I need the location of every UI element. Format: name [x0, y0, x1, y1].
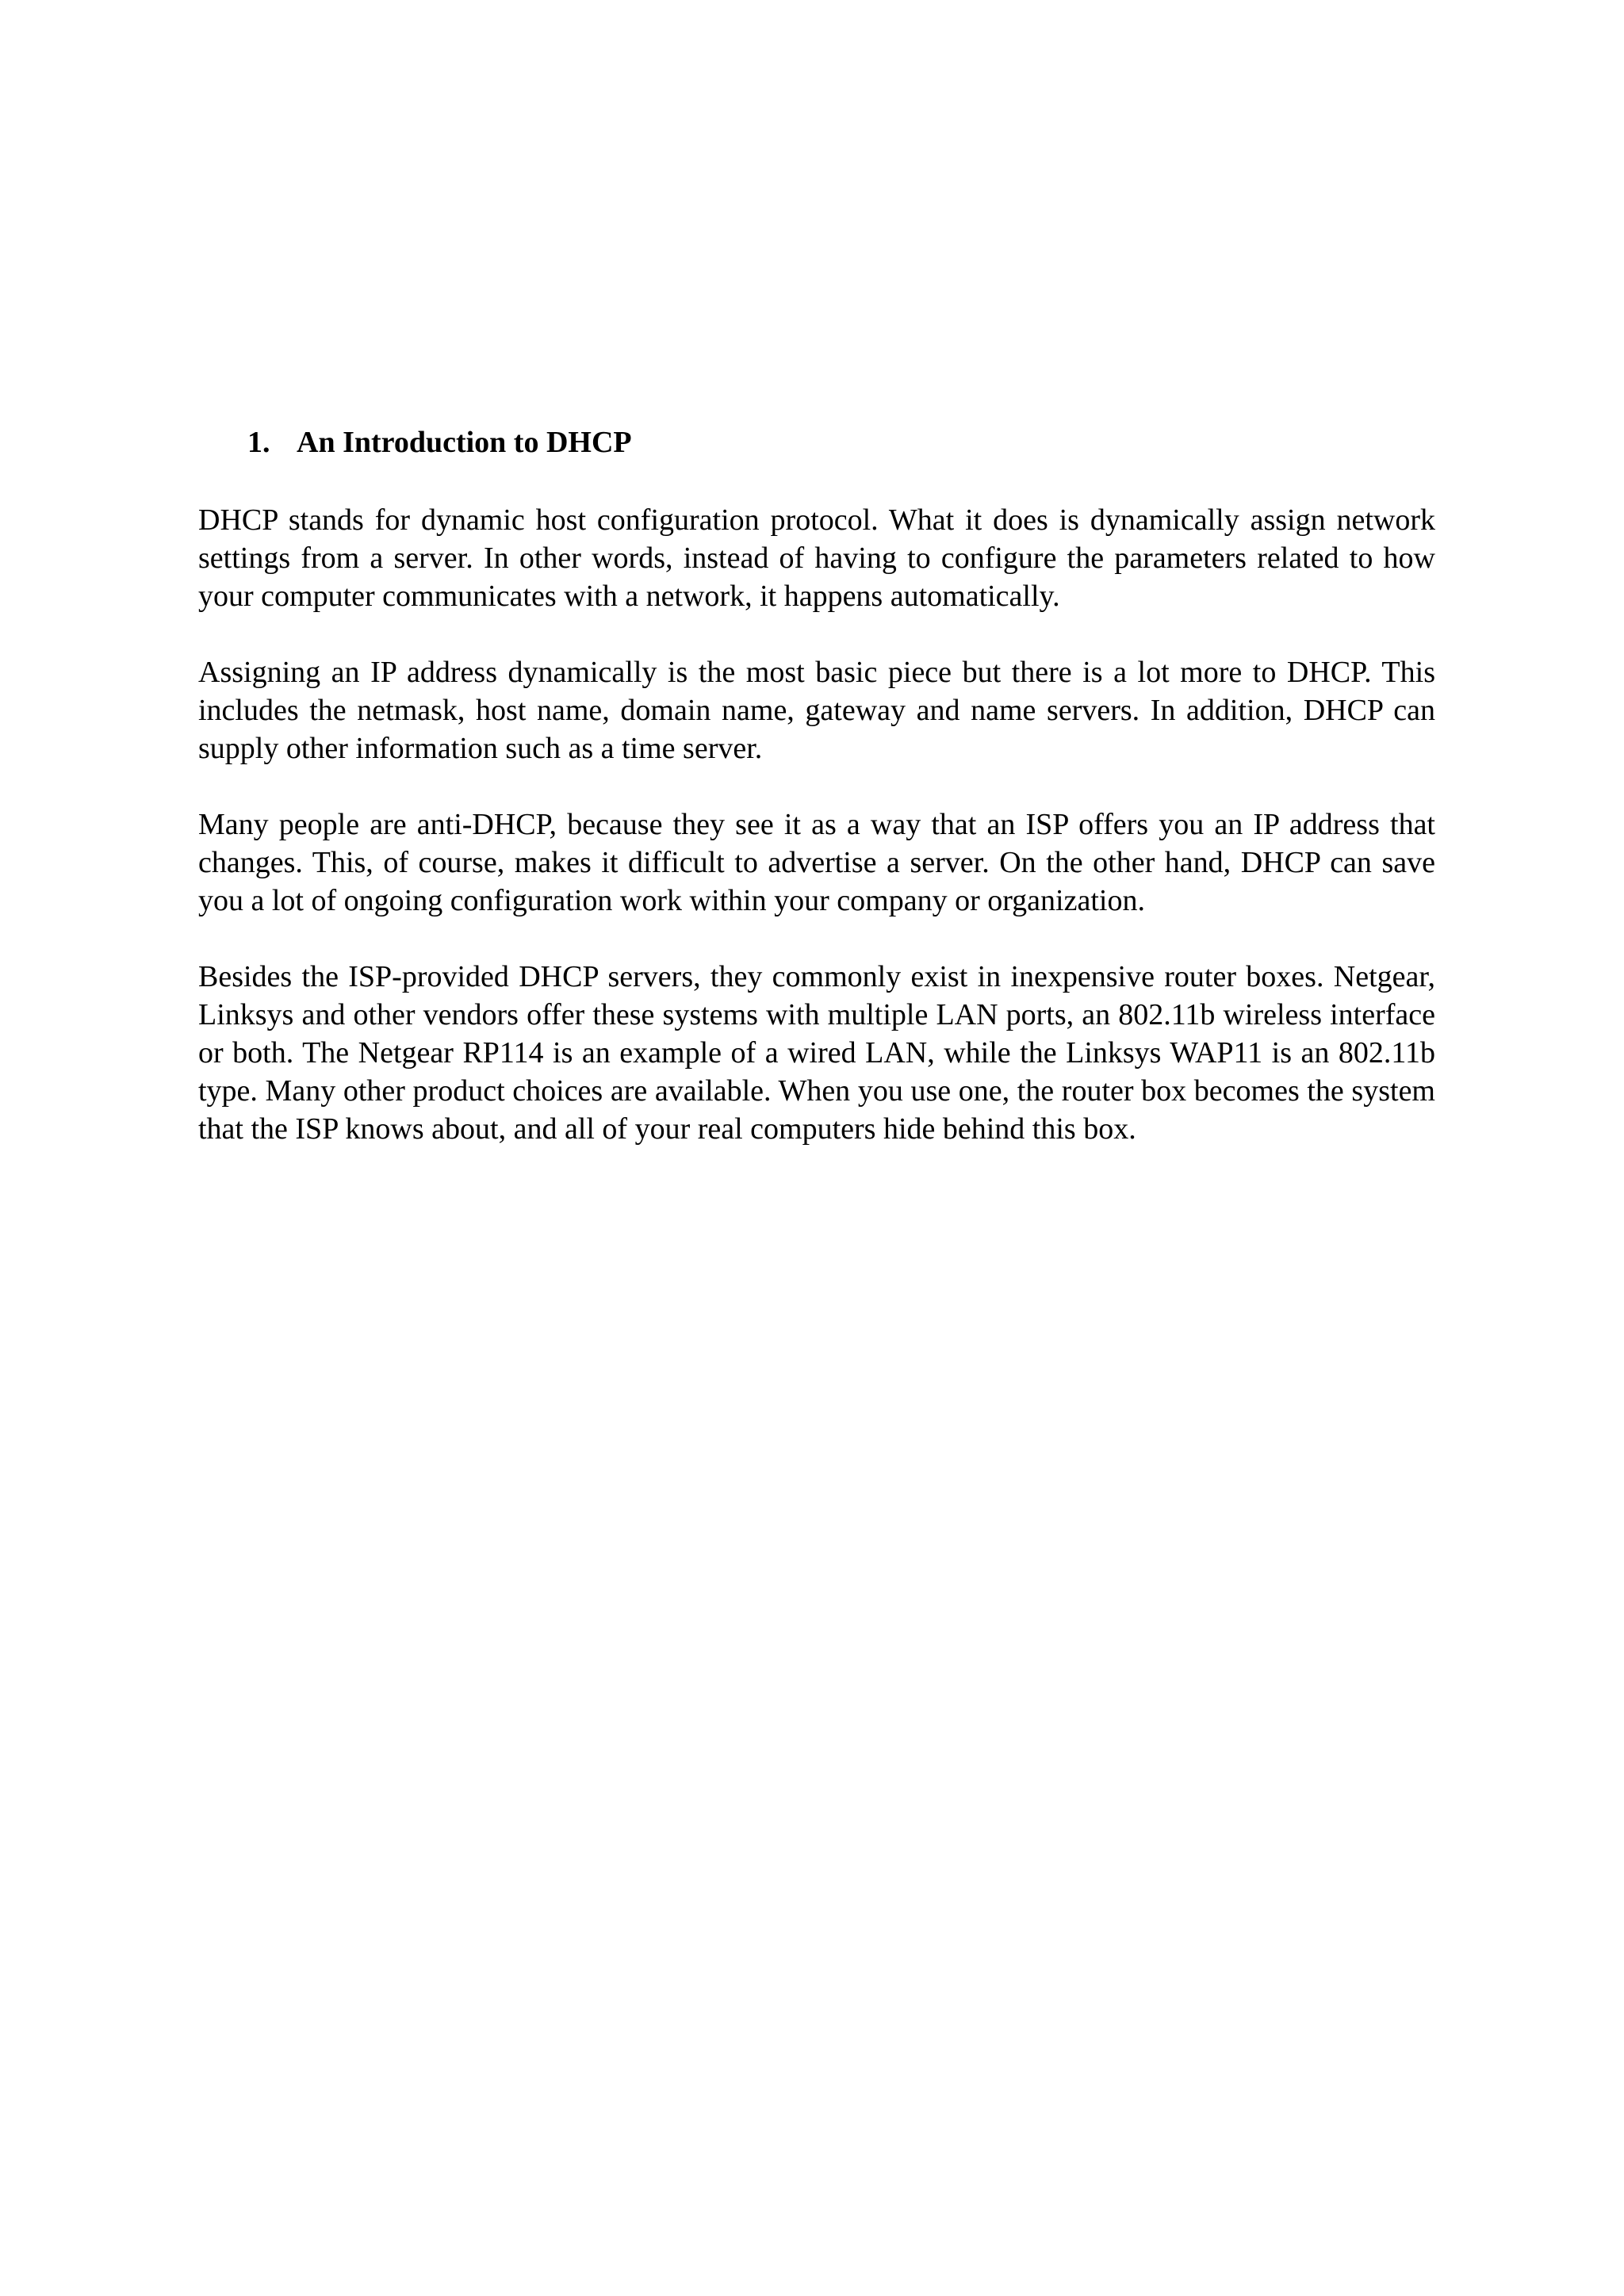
paragraph-dhcp-features: Assigning an IP address dynamically is the most basic piece but there is a lot more to DHCP. This includes the netmask, host name, domain name, gateway and name servers. In addition, DHCP can supply other information such as a time server.: [198, 656, 1435, 765]
paragraph-anti-dhcp: Many people are anti-DHCP, because they see it as a way that an ISP offers you an IP address that changes. This, of course, makes it difficult to advertise a server. On the other hand, DHCP can save you a lot of ongoing configuration work within your company or organization.: [198, 808, 1435, 917]
section-title: An Introduction to DHCP: [297, 426, 632, 459]
section-number: 1.: [247, 426, 270, 459]
paragraph-router-boxes: Besides the ISP-provided DHCP servers, they commonly exist in inexpensive router boxes. Netgear, Linksys and other vendors offer these systems with multiple LAN ports, an 802.11b wireless interface or both. The Netgear RP114 is an example of a wired LAN, while the Linksys WAP11 is an 802.11b type. Many other product choices are available. When you use one, the router box becomes the system that the ISP knows about, and all of your real computers hide behind this box.: [198, 960, 1435, 1146]
section-heading: [247, 419, 1435, 466]
page-content: [198, 419, 1435, 1186]
paragraph-dhcp-definition: DHCP stands for dynamic host configuration protocol. What it does is dynamically assign network settings from a server. In other words, instead of having to configure the parameters related to how your computer communicates with a network, it happens automatically.: [198, 503, 1435, 613]
